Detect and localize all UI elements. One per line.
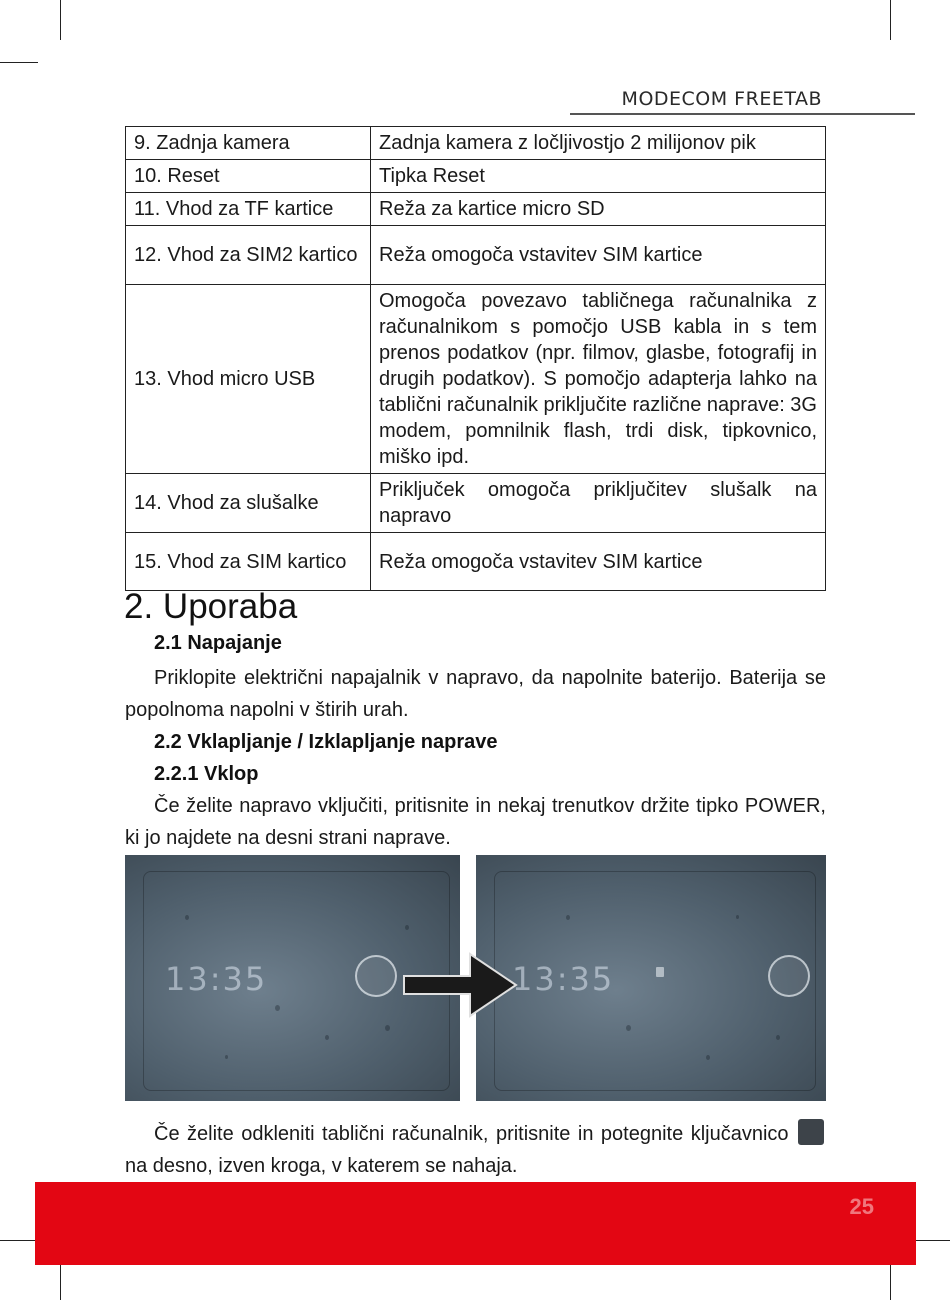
subsection-heading: 2.2.1 Vklop bbox=[154, 763, 259, 785]
subsection-heading: 2.1 Napajanje bbox=[154, 632, 282, 654]
crop-mark bbox=[0, 62, 38, 63]
lockscreen-photo-after bbox=[476, 855, 826, 1101]
raindrop bbox=[566, 915, 570, 920]
header-rule bbox=[570, 113, 915, 115]
table-cell-description: Reža omogoča vstavitev SIM kartice bbox=[371, 533, 826, 591]
paragraph-text: na desno, izven kroga, v katerem se nahaja. bbox=[125, 1155, 518, 1177]
section-title: 2. Uporaba bbox=[124, 587, 298, 626]
clock-text: 13:35 bbox=[512, 960, 615, 998]
raindrop bbox=[405, 925, 409, 930]
table-cell-description: Reža omogoča vstavitev SIM kartice bbox=[371, 226, 826, 285]
page-number: 25 bbox=[849, 1194, 874, 1219]
crop-mark bbox=[60, 0, 61, 40]
crop-mark bbox=[0, 1240, 38, 1241]
table-row bbox=[126, 474, 826, 533]
crop-mark bbox=[890, 0, 891, 40]
lock-icon bbox=[656, 967, 664, 977]
table-row bbox=[126, 226, 826, 285]
raindrop bbox=[776, 1035, 780, 1040]
paragraph: Priklopite električni napajalnik v napravo, da napolnite baterijo. Baterija se popolnoma napolni v štirih urah. bbox=[125, 667, 826, 721]
raindrop bbox=[185, 915, 189, 920]
paragraph bbox=[125, 1118, 826, 1182]
table-cell-description: Tipka Reset bbox=[371, 160, 826, 193]
arrow-right-icon bbox=[402, 950, 520, 1020]
raindrop bbox=[736, 915, 739, 919]
raindrop bbox=[385, 1025, 390, 1031]
raindrop bbox=[626, 1025, 631, 1031]
raindrop bbox=[275, 1005, 280, 1011]
table-cell-description: Zadnja kamera z ločljivostjo 2 milijonov pik bbox=[371, 127, 826, 160]
table-cell-label: 10. Reset bbox=[126, 160, 371, 193]
table-cell-description: Priključek omogoča priključitev slušalk na napravo bbox=[371, 474, 826, 533]
raindrop bbox=[225, 1055, 228, 1059]
table-cell-label: 13. Vhod micro USB bbox=[126, 285, 371, 474]
lock-ring-icon bbox=[768, 955, 810, 997]
table-row bbox=[126, 533, 826, 591]
lock-icon bbox=[798, 1119, 824, 1145]
crop-mark bbox=[890, 1260, 891, 1300]
raindrop bbox=[325, 1035, 329, 1040]
table-cell-description: Reža za kartice micro SD bbox=[371, 193, 826, 226]
table-cell-label: 9. Zadnja kamera bbox=[126, 127, 371, 160]
raindrop bbox=[706, 1055, 710, 1060]
table-row bbox=[126, 285, 826, 474]
crop-mark bbox=[915, 1240, 950, 1241]
table-cell-label: 11. Vhod za TF kartice bbox=[126, 193, 371, 226]
crop-mark bbox=[60, 1260, 61, 1300]
table-cell-label: 14. Vhod za slušalke bbox=[126, 474, 371, 533]
clock-text: 13:35 bbox=[165, 960, 268, 998]
table-cell-label: 12. Vhod za SIM2 kartico bbox=[126, 226, 371, 285]
table-row bbox=[126, 127, 826, 160]
table-cell-label: 15. Vhod za SIM kartico bbox=[126, 533, 371, 591]
table-row bbox=[126, 160, 826, 193]
table-cell-description: Omogoča povezavo tabličnega računalnika z računalnikom s pomočjo USB kabla in s tem prenos podatkov (npr. filmov, glasbe, fotografij in drugih podatkov). S pomočjo adapterja lahko na tablični računalnik priključite različne naprave: 3G modem, pomnilnik flash, trdi disk, tipkovnico, miško ipd. bbox=[371, 285, 826, 474]
footer-bar bbox=[35, 1182, 916, 1265]
subsection-heading: 2.2 Vklapljanje / Izklapljanje naprave bbox=[154, 731, 498, 753]
table-row bbox=[126, 193, 826, 226]
paragraph: Če želite napravo vključiti, pritisnite in nekaj trenutkov držite tipko POWER, ki jo najdete na desni strani naprave. bbox=[125, 795, 826, 849]
header-brand: MODECOM FREETAB bbox=[621, 88, 822, 110]
paragraph-text: Če želite odkleniti tablični računalnik, pritisnite in potegnite ključavnico bbox=[154, 1123, 789, 1145]
lock-ring-icon bbox=[355, 955, 397, 997]
spec-table bbox=[125, 126, 826, 591]
